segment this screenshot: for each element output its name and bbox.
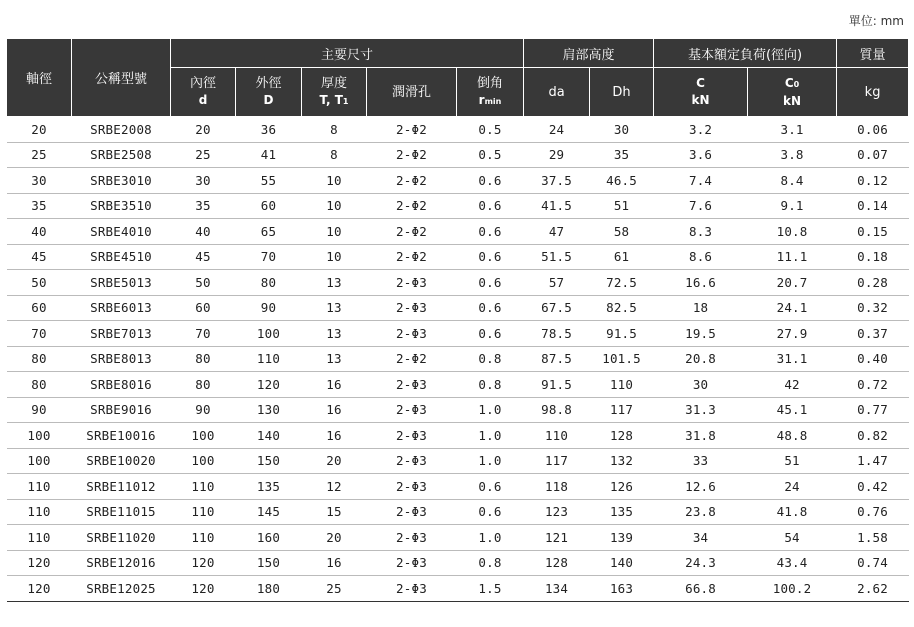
cell-mass: 0.77 bbox=[837, 397, 909, 423]
cell-dh: 139 bbox=[590, 525, 654, 551]
cell-outer-d: 150 bbox=[236, 550, 302, 576]
cell-outer-d: 160 bbox=[236, 525, 302, 551]
cell-c: 66.8 bbox=[654, 576, 748, 602]
table-row bbox=[7, 244, 909, 270]
cell-lube-hole: 2-Φ3 bbox=[367, 321, 457, 347]
cell-da: 118 bbox=[524, 474, 590, 500]
cell-lube-hole: 2-Φ3 bbox=[367, 576, 457, 602]
cell-model: SRBE11020 bbox=[72, 525, 171, 551]
cell-mass: 0.14 bbox=[837, 193, 909, 219]
cell-model: SRBE4010 bbox=[72, 219, 171, 245]
header-chamfer bbox=[457, 68, 524, 117]
table-header bbox=[7, 39, 909, 117]
cell-c: 31.3 bbox=[654, 397, 748, 423]
cell-shaft: 110 bbox=[7, 474, 72, 500]
table-body bbox=[7, 117, 909, 602]
cell-chamfer: 0.5 bbox=[457, 117, 524, 143]
cell-inner-d: 100 bbox=[171, 423, 236, 449]
cell-chamfer: 1.0 bbox=[457, 525, 524, 551]
cell-model: SRBE3010 bbox=[72, 168, 171, 194]
cell-mass: 0.18 bbox=[837, 244, 909, 270]
cell-inner-d: 20 bbox=[171, 117, 236, 143]
cell-inner-d: 90 bbox=[171, 397, 236, 423]
cell-shaft: 50 bbox=[7, 270, 72, 296]
header-inner-sym: d bbox=[198, 93, 208, 107]
cell-outer-d: 180 bbox=[236, 576, 302, 602]
cell-outer-d: 120 bbox=[236, 372, 302, 398]
cell-thickness: 16 bbox=[302, 372, 367, 398]
cell-c0: 8.4 bbox=[748, 168, 837, 194]
cell-c: 12.6 bbox=[654, 474, 748, 500]
cell-c: 18 bbox=[654, 295, 748, 321]
cell-c: 19.5 bbox=[654, 321, 748, 347]
cell-lube-hole: 2-Φ2 bbox=[367, 193, 457, 219]
table-row bbox=[7, 474, 909, 500]
cell-thickness: 10 bbox=[302, 244, 367, 270]
cell-thickness: 8 bbox=[302, 142, 367, 168]
cell-chamfer: 1.0 bbox=[457, 448, 524, 474]
table-row bbox=[7, 346, 909, 372]
cell-lube-hole: 2-Φ3 bbox=[367, 423, 457, 449]
cell-c0: 27.9 bbox=[748, 321, 837, 347]
cell-c: 23.8 bbox=[654, 499, 748, 525]
header-thick-sym: T, T bbox=[319, 92, 343, 107]
cell-dh: 135 bbox=[590, 499, 654, 525]
cell-model: SRBE10020 bbox=[72, 448, 171, 474]
cell-outer-d: 90 bbox=[236, 295, 302, 321]
header-kg: kg bbox=[837, 68, 909, 117]
table-row bbox=[7, 270, 909, 296]
cell-c: 7.4 bbox=[654, 168, 748, 194]
cell-dh: 140 bbox=[590, 550, 654, 576]
cell-dh: 101.5 bbox=[590, 346, 654, 372]
cell-outer-d: 150 bbox=[236, 448, 302, 474]
cell-da: 134 bbox=[524, 576, 590, 602]
cell-da: 91.5 bbox=[524, 372, 590, 398]
cell-inner-d: 80 bbox=[171, 346, 236, 372]
cell-mass: 0.28 bbox=[837, 270, 909, 296]
cell-thickness: 15 bbox=[302, 499, 367, 525]
cell-dh: 46.5 bbox=[590, 168, 654, 194]
cell-lube-hole: 2-Φ2 bbox=[367, 117, 457, 143]
cell-c: 16.6 bbox=[654, 270, 748, 296]
header-outer-label: 外徑 bbox=[255, 76, 282, 91]
cell-c0: 54 bbox=[748, 525, 837, 551]
cell-shaft: 90 bbox=[7, 397, 72, 423]
cell-thickness: 8 bbox=[302, 117, 367, 143]
cell-dh: 61 bbox=[590, 244, 654, 270]
cell-chamfer: 0.6 bbox=[457, 193, 524, 219]
cell-mass: 0.37 bbox=[837, 321, 909, 347]
cell-chamfer: 0.6 bbox=[457, 219, 524, 245]
cell-dh: 128 bbox=[590, 423, 654, 449]
table-row bbox=[7, 142, 909, 168]
cell-mass: 0.82 bbox=[837, 423, 909, 449]
cell-outer-d: 100 bbox=[236, 321, 302, 347]
cell-lube-hole: 2-Φ3 bbox=[367, 525, 457, 551]
cell-model: SRBE6013 bbox=[72, 295, 171, 321]
cell-lube-hole: 2-Φ2 bbox=[367, 168, 457, 194]
cell-mass: 0.76 bbox=[837, 499, 909, 525]
cell-chamfer: 0.6 bbox=[457, 244, 524, 270]
table-row bbox=[7, 193, 909, 219]
cell-outer-d: 70 bbox=[236, 244, 302, 270]
cell-outer-d: 36 bbox=[236, 117, 302, 143]
cell-c: 8.3 bbox=[654, 219, 748, 245]
cell-lube-hole: 2-Φ2 bbox=[367, 219, 457, 245]
cell-c0: 42 bbox=[748, 372, 837, 398]
cell-da: 41.5 bbox=[524, 193, 590, 219]
cell-lube-hole: 2-Φ3 bbox=[367, 474, 457, 500]
cell-dh: 35 bbox=[590, 142, 654, 168]
cell-mass: 0.72 bbox=[837, 372, 909, 398]
cell-shaft: 45 bbox=[7, 244, 72, 270]
header-load: 基本額定負荷(徑向) bbox=[654, 39, 837, 68]
cell-outer-d: 145 bbox=[236, 499, 302, 525]
cell-dh: 163 bbox=[590, 576, 654, 602]
cell-chamfer: 1.5 bbox=[457, 576, 524, 602]
header-outer-sym: D bbox=[263, 93, 274, 107]
cell-c0: 9.1 bbox=[748, 193, 837, 219]
table-row bbox=[7, 499, 909, 525]
cell-c: 30 bbox=[654, 372, 748, 398]
header-c-sym: C bbox=[696, 76, 705, 90]
table-row bbox=[7, 168, 909, 194]
cell-chamfer: 0.6 bbox=[457, 474, 524, 500]
cell-inner-d: 45 bbox=[171, 244, 236, 270]
cell-outer-d: 65 bbox=[236, 219, 302, 245]
cell-shaft: 35 bbox=[7, 193, 72, 219]
cell-outer-d: 80 bbox=[236, 270, 302, 296]
cell-outer-d: 140 bbox=[236, 423, 302, 449]
cell-lube-hole: 2-Φ3 bbox=[367, 499, 457, 525]
cell-thickness: 12 bbox=[302, 474, 367, 500]
cell-thickness: 10 bbox=[302, 168, 367, 194]
cell-dh: 82.5 bbox=[590, 295, 654, 321]
header-inner-label: 內徑 bbox=[189, 76, 216, 91]
table-row bbox=[7, 321, 909, 347]
cell-model: SRBE5013 bbox=[72, 270, 171, 296]
cell-thickness: 25 bbox=[302, 576, 367, 602]
cell-dh: 110 bbox=[590, 372, 654, 398]
cell-mass: 0.42 bbox=[837, 474, 909, 500]
cell-model: SRBE8016 bbox=[72, 372, 171, 398]
cell-c0: 20.7 bbox=[748, 270, 837, 296]
cell-mass: 0.07 bbox=[837, 142, 909, 168]
cell-thickness: 10 bbox=[302, 193, 367, 219]
cell-lube-hole: 2-Φ2 bbox=[367, 346, 457, 372]
cell-outer-d: 130 bbox=[236, 397, 302, 423]
header-chamfer-sym: r bbox=[478, 92, 485, 107]
cell-thickness: 13 bbox=[302, 295, 367, 321]
cell-chamfer: 0.6 bbox=[457, 321, 524, 347]
cell-c0: 45.1 bbox=[748, 397, 837, 423]
cell-c: 24.3 bbox=[654, 550, 748, 576]
cell-c0: 43.4 bbox=[748, 550, 837, 576]
cell-dh: 58 bbox=[590, 219, 654, 245]
spec-table bbox=[6, 38, 909, 602]
cell-shaft: 25 bbox=[7, 142, 72, 168]
cell-da: 24 bbox=[524, 117, 590, 143]
cell-model: SRBE11012 bbox=[72, 474, 171, 500]
table-row bbox=[7, 219, 909, 245]
cell-shaft: 60 bbox=[7, 295, 72, 321]
cell-mass: 0.32 bbox=[837, 295, 909, 321]
cell-mass: 1.58 bbox=[837, 525, 909, 551]
cell-c: 3.2 bbox=[654, 117, 748, 143]
cell-c: 34 bbox=[654, 525, 748, 551]
cell-mass: 0.15 bbox=[837, 219, 909, 245]
cell-model: SRBE12025 bbox=[72, 576, 171, 602]
cell-da: 57 bbox=[524, 270, 590, 296]
cell-mass: 0.40 bbox=[837, 346, 909, 372]
table-row bbox=[7, 423, 909, 449]
cell-c0: 51 bbox=[748, 448, 837, 474]
cell-outer-d: 110 bbox=[236, 346, 302, 372]
cell-outer-d: 41 bbox=[236, 142, 302, 168]
cell-outer-d: 135 bbox=[236, 474, 302, 500]
cell-chamfer: 0.8 bbox=[457, 550, 524, 576]
cell-inner-d: 40 bbox=[171, 219, 236, 245]
cell-shaft: 120 bbox=[7, 576, 72, 602]
cell-thickness: 16 bbox=[302, 397, 367, 423]
cell-c0: 24.1 bbox=[748, 295, 837, 321]
cell-shaft: 120 bbox=[7, 550, 72, 576]
cell-chamfer: 0.6 bbox=[457, 295, 524, 321]
cell-da: 51.5 bbox=[524, 244, 590, 270]
cell-dh: 132 bbox=[590, 448, 654, 474]
cell-thickness: 13 bbox=[302, 270, 367, 296]
cell-c0: 31.1 bbox=[748, 346, 837, 372]
cell-dh: 91.5 bbox=[590, 321, 654, 347]
cell-c0: 100.2 bbox=[748, 576, 837, 602]
header-shoulder: 肩部高度 bbox=[524, 39, 654, 68]
cell-shaft: 100 bbox=[7, 423, 72, 449]
cell-c0: 11.1 bbox=[748, 244, 837, 270]
cell-chamfer: 1.0 bbox=[457, 397, 524, 423]
cell-inner-d: 60 bbox=[171, 295, 236, 321]
cell-thickness: 16 bbox=[302, 550, 367, 576]
header-main-dims: 主要尺寸 bbox=[171, 39, 524, 68]
header-chamfer-label: 倒角 bbox=[477, 75, 504, 91]
cell-shaft: 110 bbox=[7, 525, 72, 551]
cell-c: 7.6 bbox=[654, 193, 748, 219]
cell-c: 31.8 bbox=[654, 423, 748, 449]
cell-da: 78.5 bbox=[524, 321, 590, 347]
cell-dh: 126 bbox=[590, 474, 654, 500]
header-inner bbox=[171, 68, 236, 117]
table-row bbox=[7, 550, 909, 576]
cell-inner-d: 50 bbox=[171, 270, 236, 296]
cell-model: SRBE3510 bbox=[72, 193, 171, 219]
cell-c: 20.8 bbox=[654, 346, 748, 372]
cell-shaft: 100 bbox=[7, 448, 72, 474]
cell-lube-hole: 2-Φ2 bbox=[367, 244, 457, 270]
cell-c0: 3.8 bbox=[748, 142, 837, 168]
cell-lube-hole: 2-Φ3 bbox=[367, 448, 457, 474]
cell-inner-d: 25 bbox=[171, 142, 236, 168]
header-thick-sub: 1 bbox=[342, 96, 349, 106]
cell-da: 110 bbox=[524, 423, 590, 449]
cell-chamfer: 0.6 bbox=[457, 270, 524, 296]
table-row bbox=[7, 525, 909, 551]
cell-c0: 41.8 bbox=[748, 499, 837, 525]
header-c0-sub: 0 bbox=[793, 79, 800, 89]
cell-outer-d: 55 bbox=[236, 168, 302, 194]
cell-mass: 0.06 bbox=[837, 117, 909, 143]
header-chamfer-sub: min bbox=[484, 96, 502, 106]
cell-chamfer: 0.6 bbox=[457, 168, 524, 194]
cell-thickness: 13 bbox=[302, 321, 367, 347]
header-thick-label: 厚度 bbox=[320, 75, 347, 91]
cell-thickness: 20 bbox=[302, 448, 367, 474]
cell-da: 121 bbox=[524, 525, 590, 551]
table-row bbox=[7, 372, 909, 398]
cell-thickness: 16 bbox=[302, 423, 367, 449]
header-c0-sym: C bbox=[784, 75, 794, 90]
cell-shaft: 20 bbox=[7, 117, 72, 143]
cell-model: SRBE8013 bbox=[72, 346, 171, 372]
header-c0 bbox=[748, 68, 837, 117]
cell-c: 33 bbox=[654, 448, 748, 474]
header-c-unit: kN bbox=[691, 93, 710, 107]
cell-lube-hole: 2-Φ3 bbox=[367, 550, 457, 576]
cell-shaft: 80 bbox=[7, 372, 72, 398]
table-row bbox=[7, 576, 909, 602]
table-row bbox=[7, 397, 909, 423]
cell-thickness: 10 bbox=[302, 219, 367, 245]
cell-mass: 1.47 bbox=[837, 448, 909, 474]
cell-da: 67.5 bbox=[524, 295, 590, 321]
cell-da: 117 bbox=[524, 448, 590, 474]
cell-c: 3.6 bbox=[654, 142, 748, 168]
cell-lube-hole: 2-Φ3 bbox=[367, 397, 457, 423]
cell-chamfer: 0.6 bbox=[457, 499, 524, 525]
cell-model: SRBE12016 bbox=[72, 550, 171, 576]
cell-chamfer: 1.0 bbox=[457, 423, 524, 449]
cell-model: SRBE4510 bbox=[72, 244, 171, 270]
header-c bbox=[654, 68, 748, 117]
header-dh: Dh bbox=[590, 68, 654, 117]
cell-mass: 0.12 bbox=[837, 168, 909, 194]
header-thick bbox=[302, 68, 367, 117]
cell-shaft: 40 bbox=[7, 219, 72, 245]
cell-shaft: 70 bbox=[7, 321, 72, 347]
cell-dh: 30 bbox=[590, 117, 654, 143]
cell-da: 47 bbox=[524, 219, 590, 245]
cell-chamfer: 0.8 bbox=[457, 346, 524, 372]
cell-dh: 117 bbox=[590, 397, 654, 423]
cell-model: SRBE11015 bbox=[72, 499, 171, 525]
table-row bbox=[7, 295, 909, 321]
header-lube: 潤滑孔 bbox=[367, 68, 457, 117]
cell-lube-hole: 2-Φ3 bbox=[367, 372, 457, 398]
cell-da: 87.5 bbox=[524, 346, 590, 372]
cell-mass: 2.62 bbox=[837, 576, 909, 602]
cell-lube-hole: 2-Φ3 bbox=[367, 295, 457, 321]
cell-lube-hole: 2-Φ3 bbox=[367, 270, 457, 296]
table-row bbox=[7, 448, 909, 474]
cell-inner-d: 110 bbox=[171, 525, 236, 551]
cell-inner-d: 70 bbox=[171, 321, 236, 347]
cell-da: 98.8 bbox=[524, 397, 590, 423]
cell-inner-d: 120 bbox=[171, 576, 236, 602]
cell-lube-hole: 2-Φ2 bbox=[367, 142, 457, 168]
cell-thickness: 20 bbox=[302, 525, 367, 551]
cell-c0: 3.1 bbox=[748, 117, 837, 143]
cell-outer-d: 60 bbox=[236, 193, 302, 219]
cell-c0: 10.8 bbox=[748, 219, 837, 245]
cell-da: 123 bbox=[524, 499, 590, 525]
header-da: da bbox=[524, 68, 590, 117]
cell-model: SRBE2008 bbox=[72, 117, 171, 143]
cell-da: 128 bbox=[524, 550, 590, 576]
cell-model: SRBE10016 bbox=[72, 423, 171, 449]
cell-inner-d: 110 bbox=[171, 474, 236, 500]
cell-shaft: 80 bbox=[7, 346, 72, 372]
cell-da: 37.5 bbox=[524, 168, 590, 194]
cell-da: 29 bbox=[524, 142, 590, 168]
cell-chamfer: 0.8 bbox=[457, 372, 524, 398]
cell-model: SRBE9016 bbox=[72, 397, 171, 423]
cell-shaft: 30 bbox=[7, 168, 72, 194]
cell-model: SRBE7013 bbox=[72, 321, 171, 347]
header-mass: 質量 bbox=[837, 39, 909, 68]
cell-inner-d: 120 bbox=[171, 550, 236, 576]
cell-thickness: 13 bbox=[302, 346, 367, 372]
cell-inner-d: 30 bbox=[171, 168, 236, 194]
cell-inner-d: 110 bbox=[171, 499, 236, 525]
cell-mass: 0.74 bbox=[837, 550, 909, 576]
cell-shaft: 110 bbox=[7, 499, 72, 525]
header-model: 公稱型號 bbox=[72, 39, 171, 117]
unit-label: 單位: mm bbox=[848, 14, 904, 28]
cell-dh: 72.5 bbox=[590, 270, 654, 296]
cell-inner-d: 35 bbox=[171, 193, 236, 219]
header-c0-unit: kN bbox=[783, 93, 802, 108]
cell-model: SRBE2508 bbox=[72, 142, 171, 168]
cell-c: 8.6 bbox=[654, 244, 748, 270]
table-row bbox=[7, 117, 909, 143]
header-outer bbox=[236, 68, 302, 117]
cell-inner-d: 80 bbox=[171, 372, 236, 398]
cell-inner-d: 100 bbox=[171, 448, 236, 474]
cell-dh: 51 bbox=[590, 193, 654, 219]
header-shaft: 軸徑 bbox=[7, 39, 72, 117]
cell-c0: 24 bbox=[748, 474, 837, 500]
cell-c0: 48.8 bbox=[748, 423, 837, 449]
cell-chamfer: 0.5 bbox=[457, 142, 524, 168]
